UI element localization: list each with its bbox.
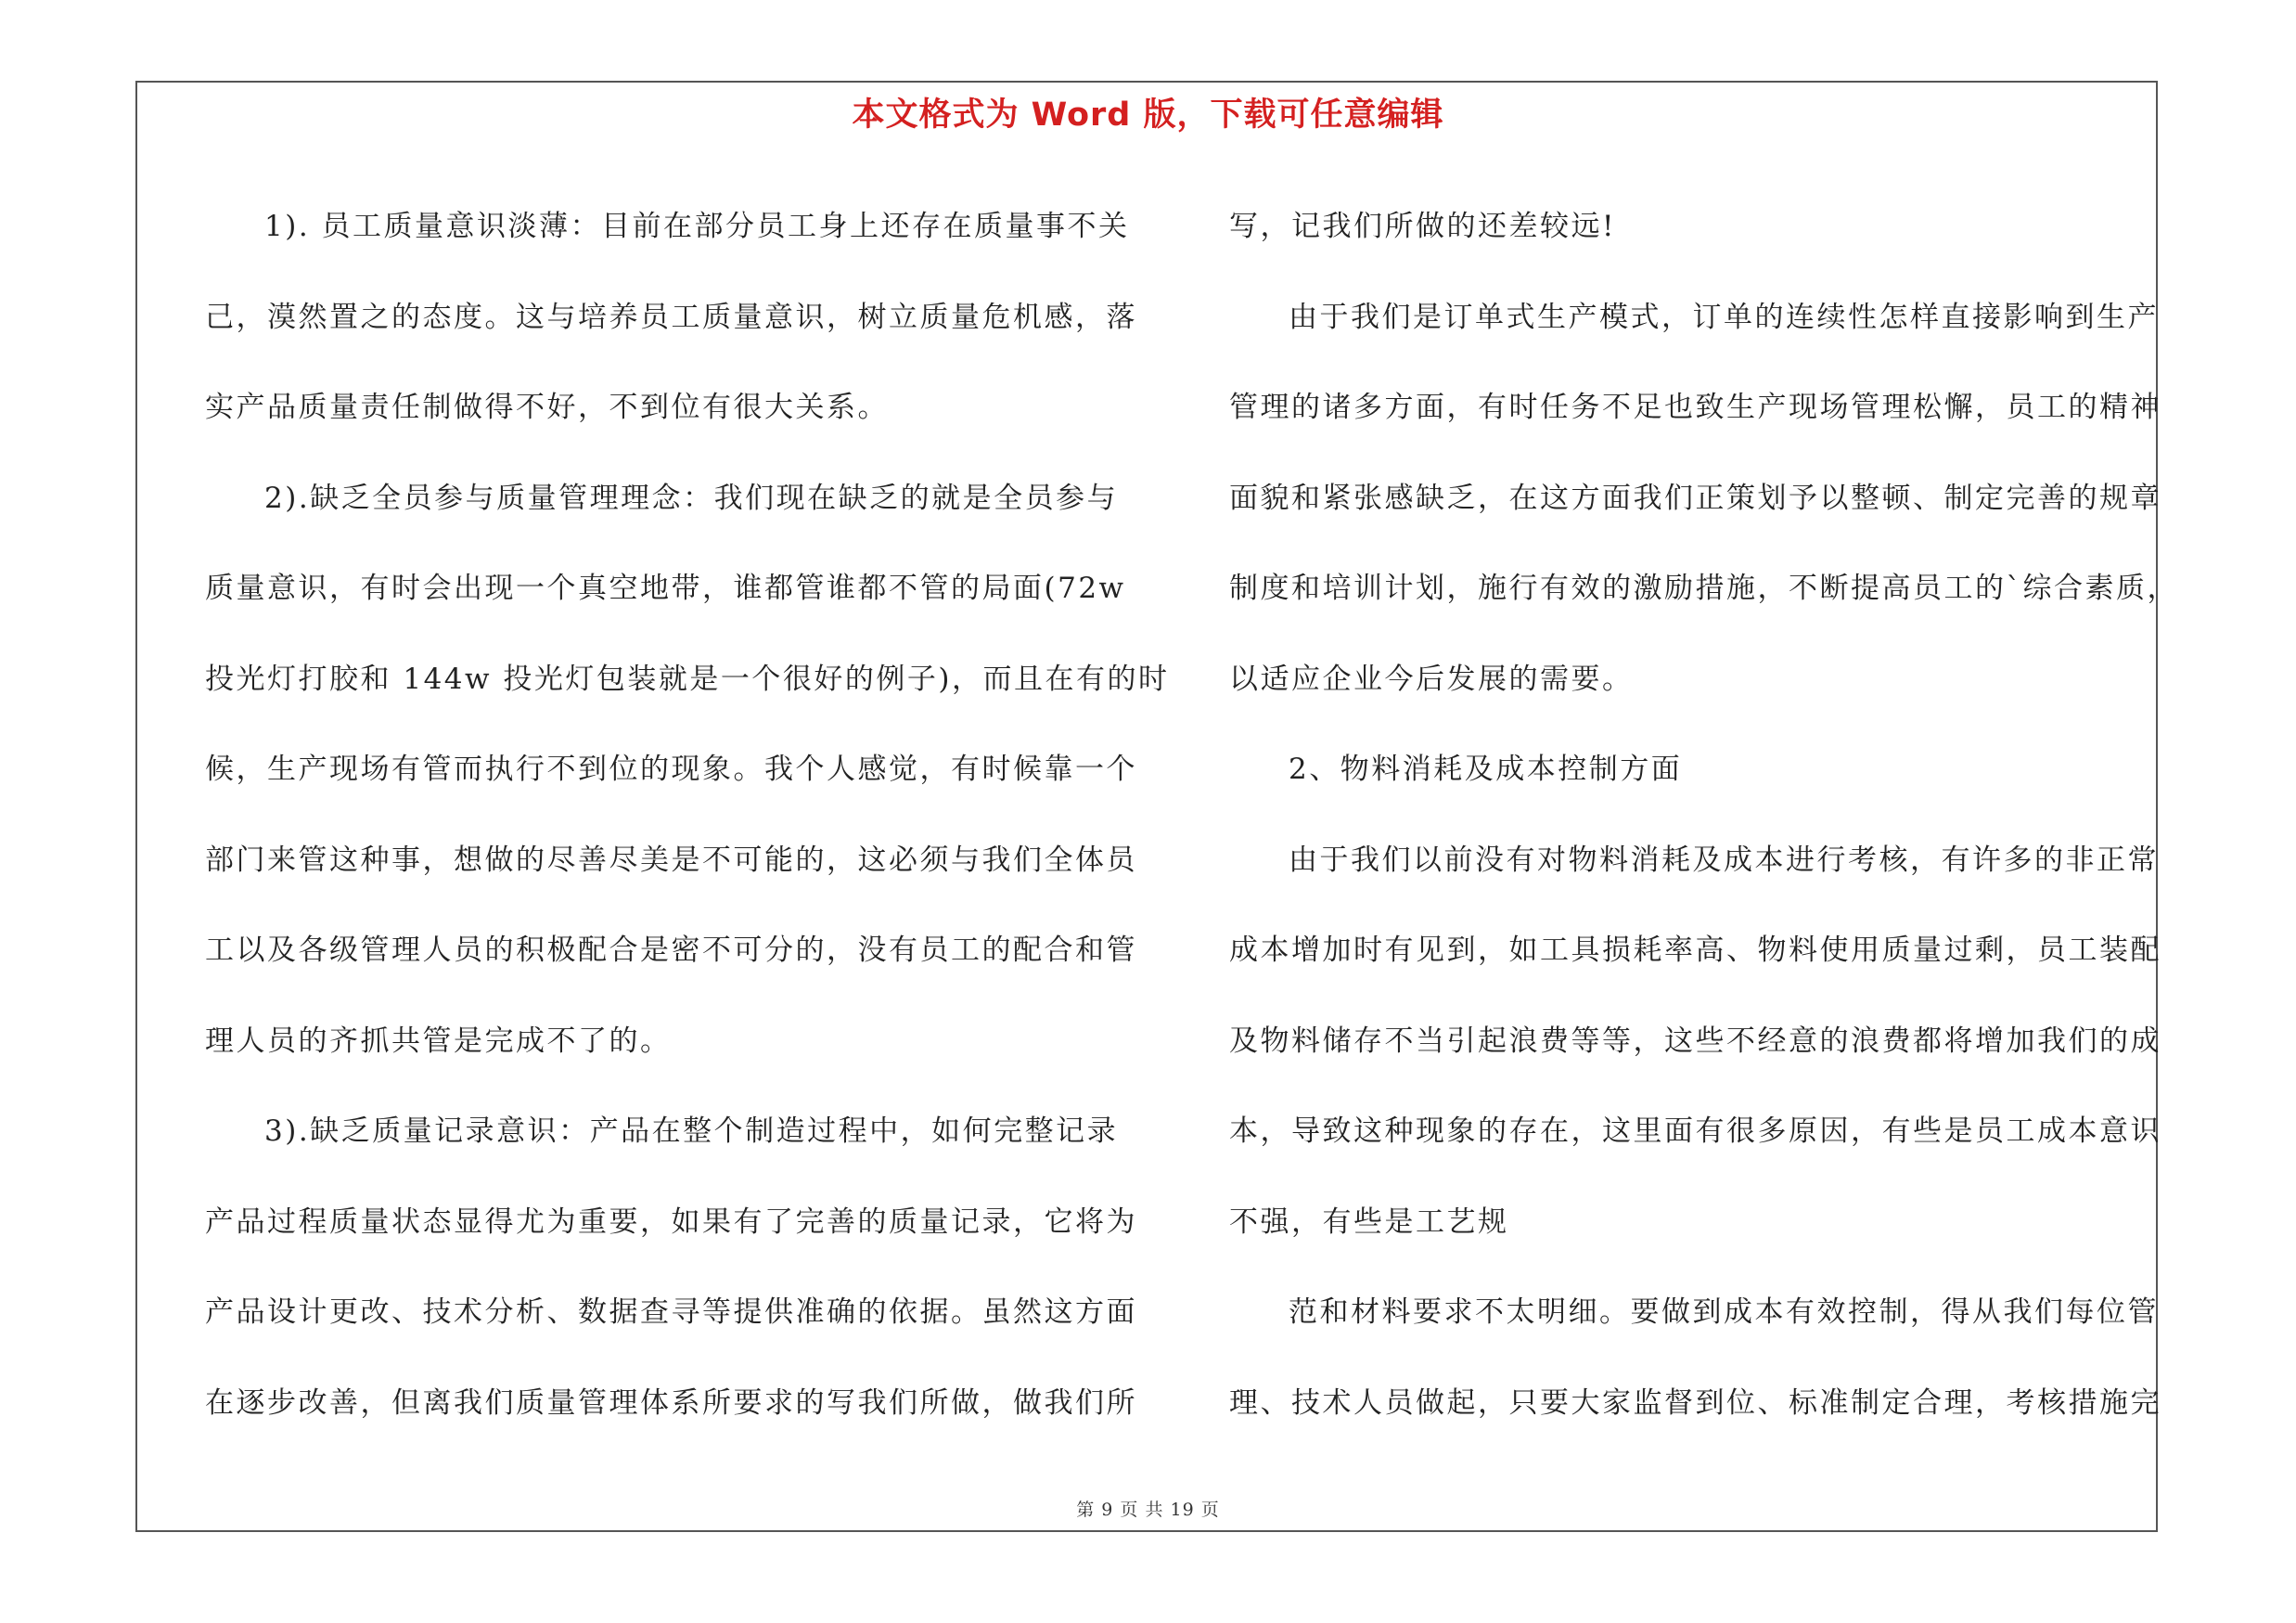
text-line: 产品过程质量状态显得尤为重要，如果有了完善的质量记录，它将为 [205, 1204, 1137, 1239]
text-line: 及物料储存不当引起浪费等等，这些不经意的浪费都将增加我们的成 [1229, 1024, 2161, 1058]
right-text-column [1229, 182, 2178, 1449]
text-line: 部门来管这种事，想做的尽善尽美是不可能的，这必须与我们全体员 [205, 843, 1137, 877]
text-line: 2、物料消耗及成本控制方面 [1289, 753, 1683, 786]
text-line: 成本增加时有见到，如工具损耗率高、物料使用质量过剩，员工装配 [1229, 934, 2161, 967]
text-line: 3).缺乏质量记录意识：产品在整个制造过程中，如何完整记录 [264, 1114, 1119, 1148]
left-text-column [205, 182, 1170, 1449]
text-line: 工以及各级管理人员的积极配合是密不可分的，没有员工的配合和管 [205, 934, 1137, 967]
text-line: 2).缺乏全员参与质量管理理念：我们现在缺乏的就是全员参与 [264, 481, 1119, 515]
text-line: 由于我们是订单式生产模式，订单的连续性怎样直接影响到生产 [1289, 300, 2159, 334]
text-line: 范和材料要求不太明细。要做到成本有效控制，得从我们每位管 [1289, 1295, 2159, 1329]
text-line: 本，导致这种现象的存在，这里面有很多原因，有些是员工成本意识 [1229, 1114, 2161, 1148]
text-line: 写，记我们所做的还差较远! [1229, 210, 1616, 243]
text-line: 投光灯打胶和 144w 投光灯包装就是一个很好的例子)，而且在有的时 [205, 662, 1170, 696]
text-line: 不强，有些是工艺规 [1229, 1204, 1509, 1239]
text-line: 制度和培训计划，施行有效的激励措施，不断提高员工的`综合素质， [1229, 572, 2178, 605]
text-line: 面貌和紧张感缺乏，在这方面我们正策划予以整顿、制定完善的规章 [1229, 481, 2161, 515]
text-line: 实产品质量责任制做得不好，不到位有很大关系。 [205, 391, 889, 424]
word-format-banner: 本文格式为 Word 版，下载可任意编辑 [852, 97, 1444, 134]
text-line: 质量意识，有时会出现一个真空地带，谁都管谁都不管的局面(72w [205, 572, 1126, 605]
text-line: 产品设计更改、技术分析、数据查寻等提供准确的依据。虽然这方面 [205, 1295, 1137, 1329]
text-line: 理人员的齐抓共管是完成不了的。 [205, 1024, 672, 1058]
text-line: 候，生产现场有管而执行不到位的现象。我个人感觉，有时候靠一个 [205, 753, 1137, 786]
text-line: 理、技术人员做起，只要大家监督到位、标准制定合理，考核措施完 [1229, 1385, 2161, 1420]
text-line: 己，漠然置之的态度。这与培养员工质量意识，树立质量危机感，落 [205, 300, 1137, 334]
text-line: 管理的诸多方面，有时任务不足也致生产现场管理松懈，员工的精神 [1229, 391, 2161, 424]
text-line: 在逐步改善，但离我们质量管理体系所要求的写我们所做，做我们所 [205, 1385, 1137, 1420]
text-line: 以适应企业今后发展的需要。 [1229, 662, 1634, 696]
text-line: 由于我们以前没有对物料消耗及成本进行考核，有许多的非正常 [1289, 843, 2159, 877]
page-number-footer: 第 9 页 共 19 页 [1076, 1500, 1220, 1520]
text-line: 1). 员工质量意识淡薄：目前在部分员工身上还存在质量事不关 [264, 210, 1130, 243]
